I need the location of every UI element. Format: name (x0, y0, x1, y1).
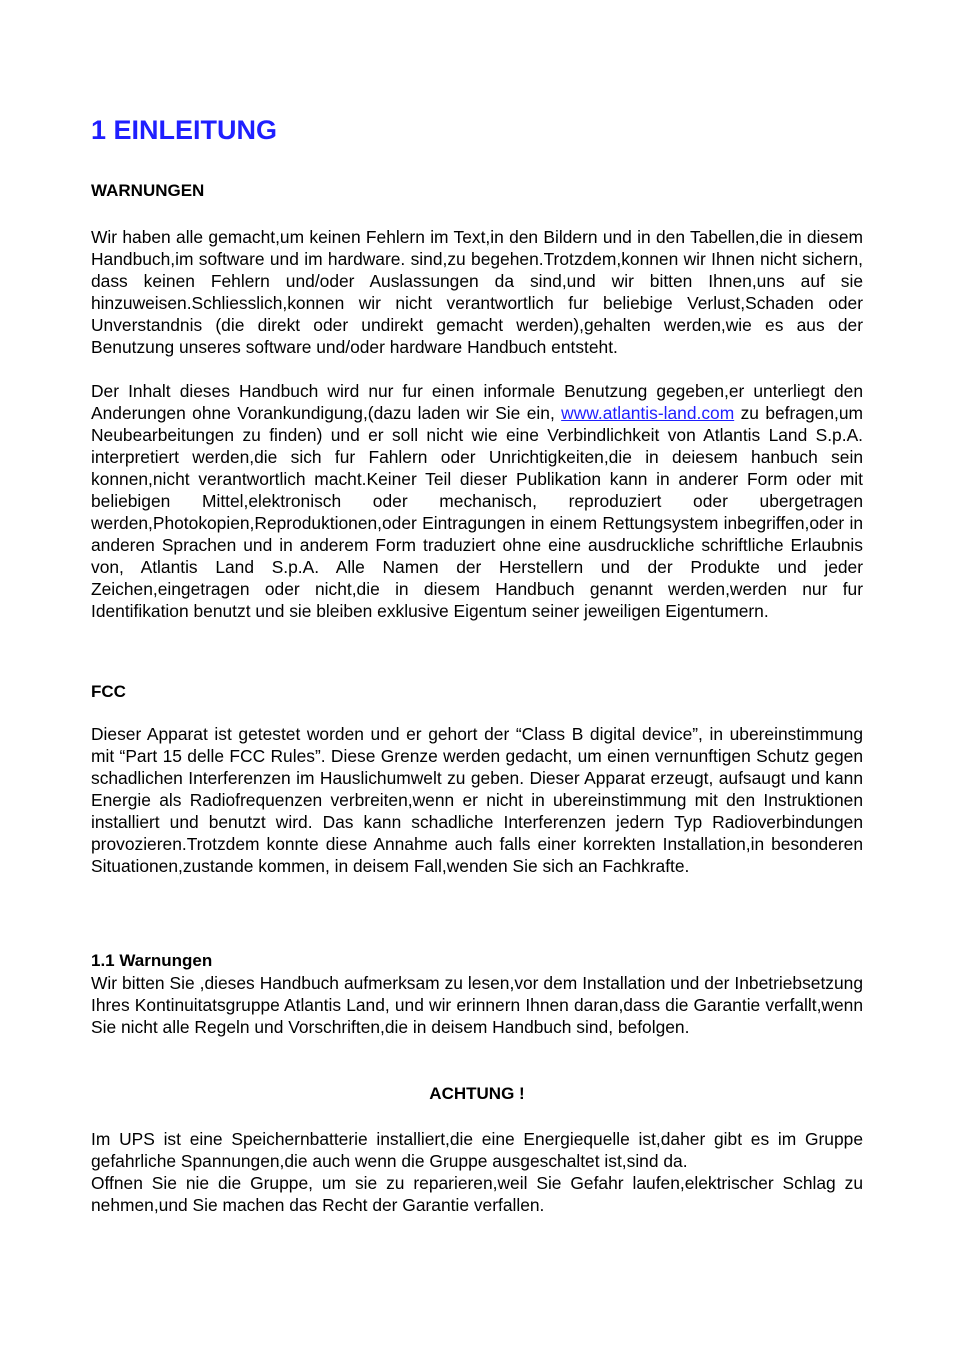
fcc-paragraph: Dieser Apparat ist getestet worden und er gehort der “Class B digital device”, in ubereinstimmung mit “Part 15 delle FCC Rules”. Diese Grenze werden gedacht, um einen vernunftigen Schutz gegen schadlichen Interferenzen im Hauslichumwelt zu geben. Dieser Apparat erzeugt, aufsaugt und kann Energie als Radiofrequenzen verbreiten,wenn er nicht in ubereinstimmung mit den Instruktionen installiert und benutzt wird. Das kann schadliche Interferenzen jedern Typ Radioverbindungen provozieren.Trotzdem konnte diese Annahme auch falls einer korrekten Installation,in besonderen Situationen,zustande kommen, in deisem Fall,wenden Sie sich an Fachkrafte. (91, 724, 863, 876)
warnungen-paragraph-2 (91, 380, 863, 622)
warnungen-paragraph-2-start: Der Inhalt dieses Handbuch wird nur fur einen informale Benutzung gegeben,er unterliegt den Anderungen ohne Vorankundigung,(dazu laden wir Sie ein, (91, 381, 863, 423)
achtung-paragraph-2: Offnen Sie nie die Gruppe, um sie zu reparieren,weil Sie Gefahr laufen,elektrischer Schlag zu nehmen,und Sie machen das Recht der Garantie verfallen. (91, 1173, 863, 1215)
warnungen-heading: WARNUNGEN (91, 181, 205, 200)
achtung-paragraph-1: Im UPS ist eine Speichernbatterie installiert,die eine Energiequelle ist,daher gibt es im Gruppe gefahrliche Spannungen,die auch wenn die Gruppe ausgeschaltet ist,sind da. (91, 1129, 863, 1171)
fcc-heading: FCC (91, 682, 126, 701)
chapter-title: 1 EINLEITUNG (91, 115, 278, 145)
atlantis-website-link[interactable]: www.atlantis-land.com (561, 403, 735, 423)
section-1-1-paragraph: Wir bitten Sie ,dieses Handbuch aufmerksam zu lesen,vor dem Installation und der Inbetriebsetzung Ihres Kontinuitatsgruppe Atlantis Land, und wir erinnern Ihnen daran,dass die Garantie verfallt,wenn Sie nicht alle Regeln und Vorschriften,die in deisem Handbuch sind, befolgen. (91, 973, 863, 1037)
warnungen-paragraph-2-end: zu befragen,um Neubearbeitungen zu finden) und er soll nicht wie eine Verbindlichkeit von Atlantis Land S.p.A. interpretiert werden,die sich fur Fahlern oder Unrichtigkeiten,die in deiesem hanbuch sein konnen,nicht verantwortlich macht.Keiner Teil dieser Publikation kann in anderer Form oder mit beliebigen Mittel,elektronisch oder mechanisch, reproduziert oder ubergetragen werden,Photokopien,Reproduktionen,oder Eintragungen in einem Rettungsystem inbegriffen,oder in anderen Sprachen und in anderem Form traduziert ohne eine ausdruckliche schriftliche Erlaubnis von, Atlantis Land S.p.A. Alle Namen der Herstellern und der Produkte und jeder Zeichen,eingetragen oder nicht,die in diesem Handbuch genannt werden,werden nur fur Identifikation benutzt und sie bleiben exklusive Eigentum seiner jeweiligen Eigentumern. (91, 403, 863, 621)
section-1-1-heading: 1.1 Warnungen (91, 951, 213, 970)
achtung-heading: ACHTUNG ! (429, 1084, 525, 1103)
warnungen-paragraph-1: Wir haben alle gemacht,um keinen Fehlern im Text,in den Bildern und in den Tabellen,die in diesem Handbuch,im software und im hardware. sind,zu begehen.Trotzdem,konnen wir Ihnen nicht sichern, dass keinen Fehlern und/oder Auslassungen da sind,und wir bitten Ihnen,uns auf sie hinzuweisen.Schliesslich,konnen wir nicht verantwortlich fur beliebige Verlust,Schaden oder Unverstandnis (die direkt oder undirekt gemacht werden),gehalten werden,wie es aus der Benutzung unseres software und/oder hardware Handbuch entsteht. (91, 227, 863, 357)
